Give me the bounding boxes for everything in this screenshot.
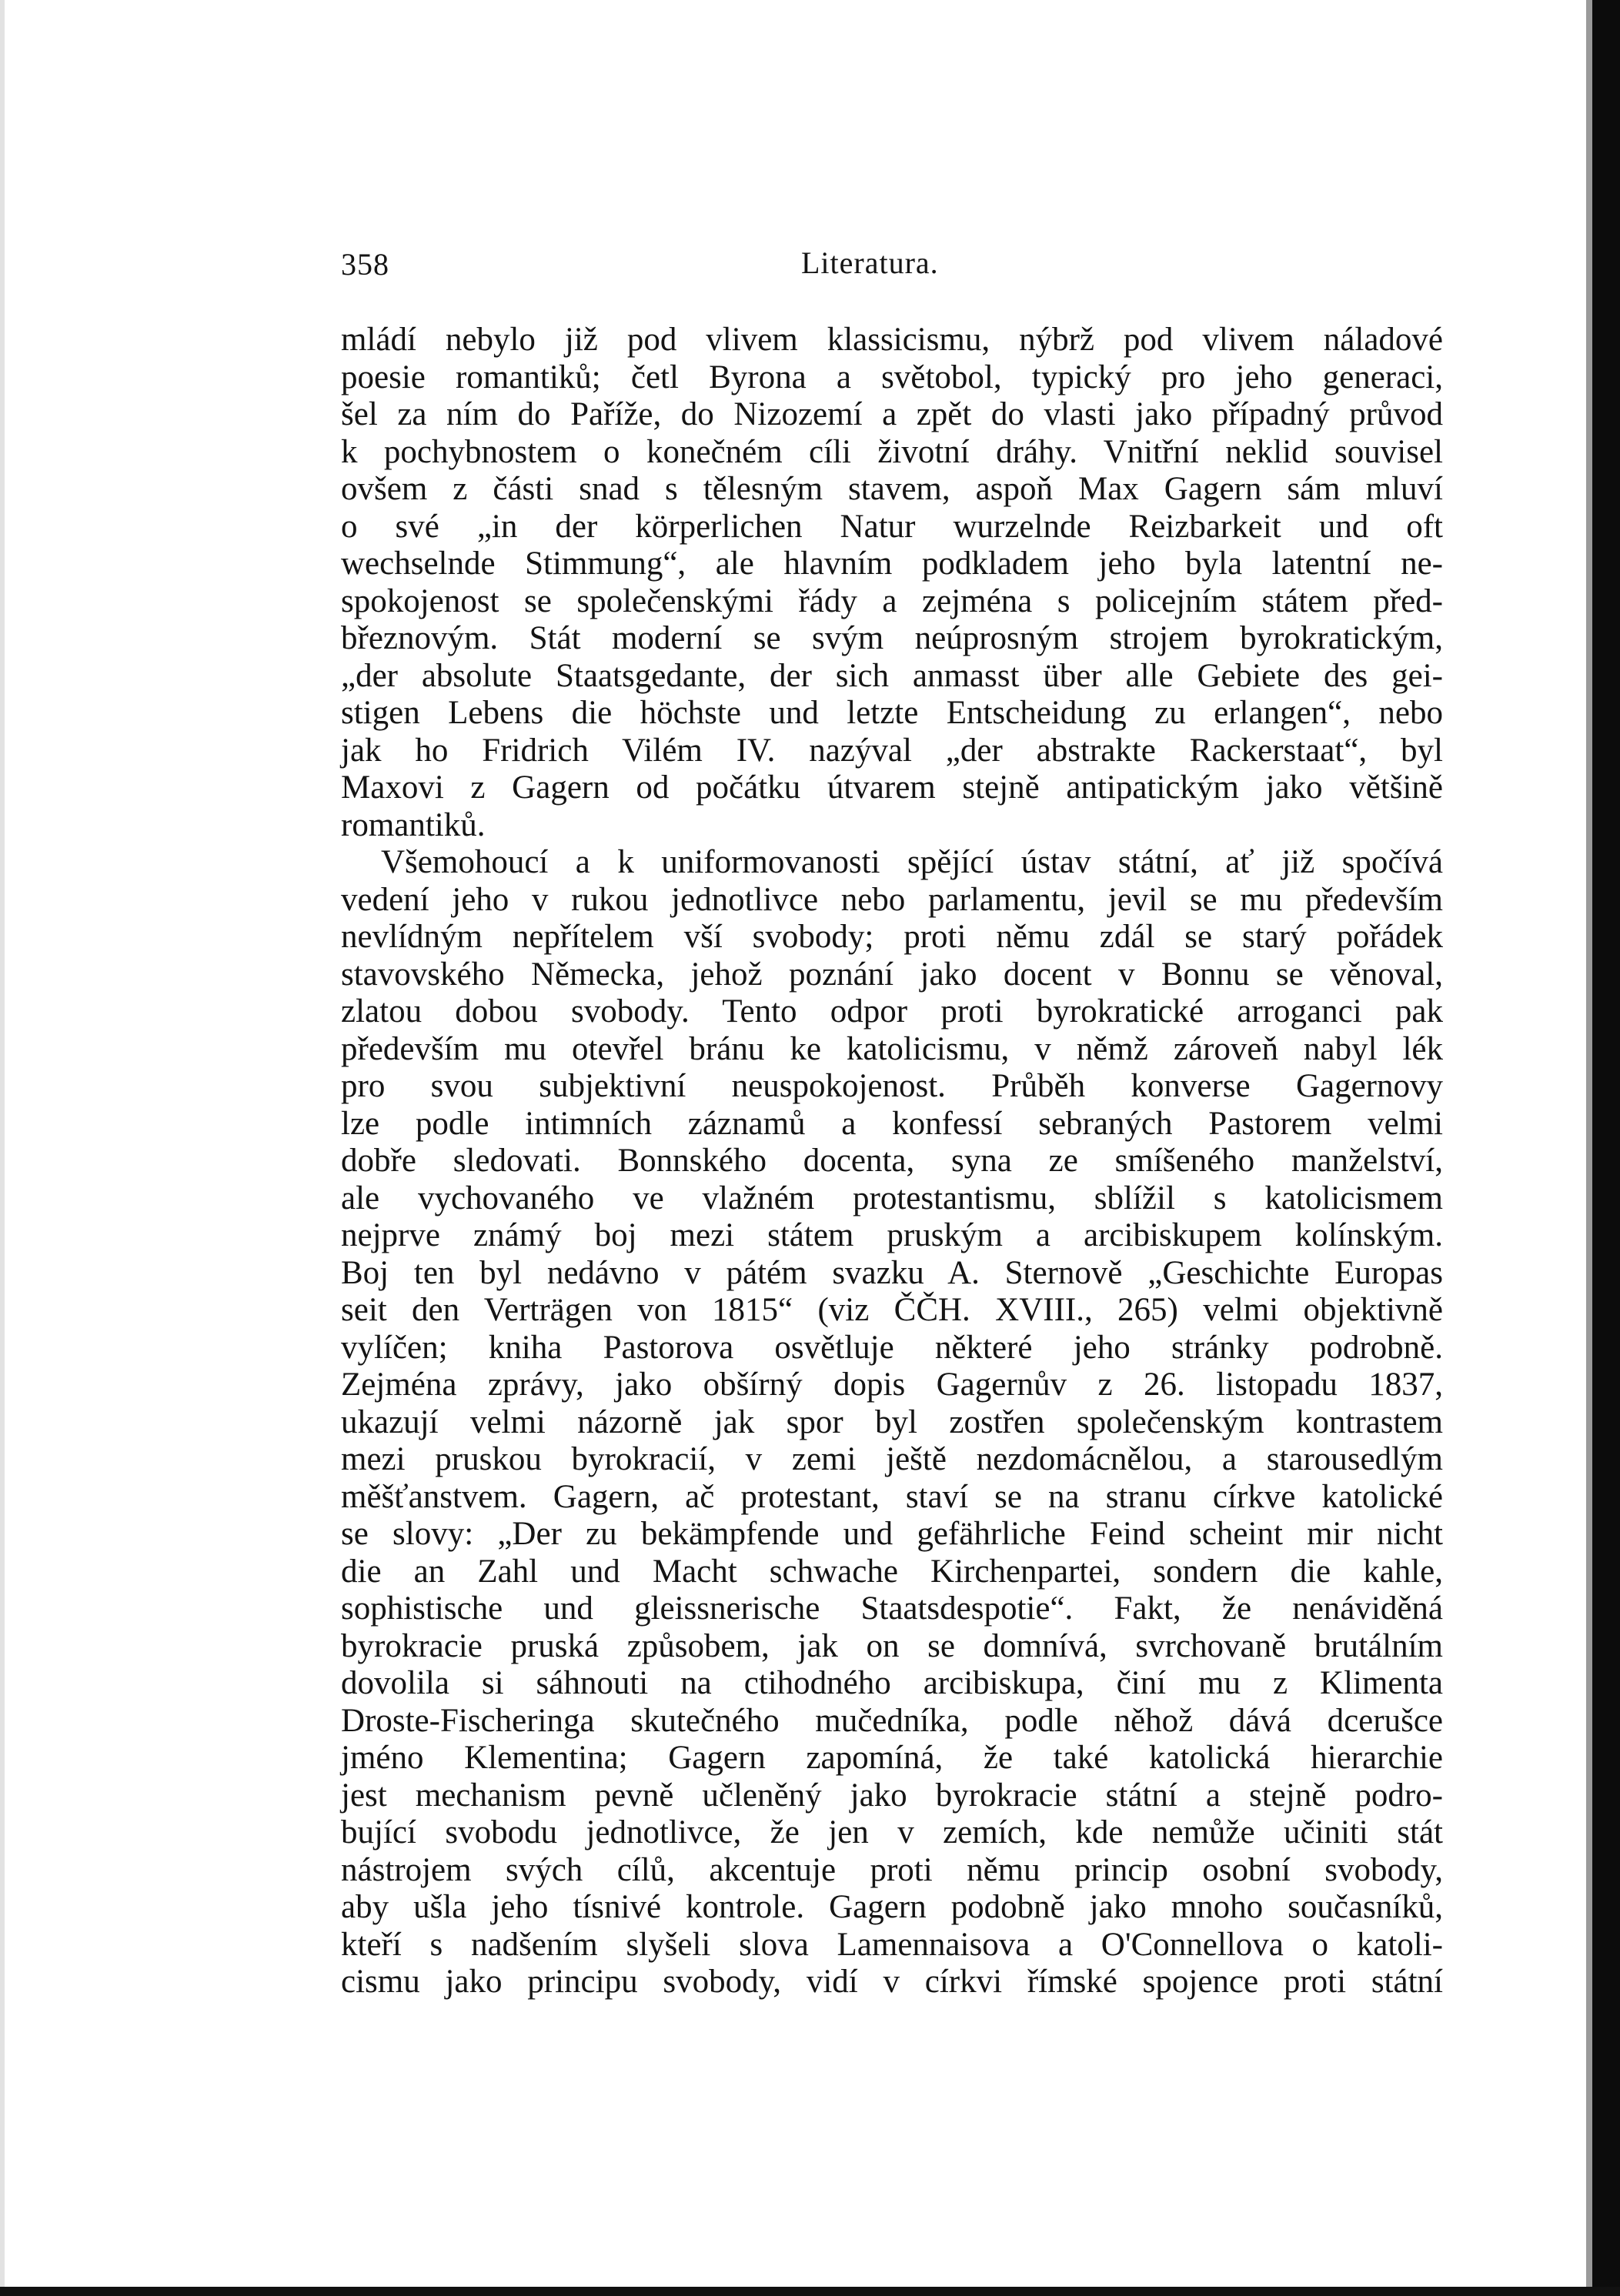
text-line: březnovým. Stát moderní se svým neúprosným strojem byrokratickým, [341,620,1443,656]
section-title: Literatura. [801,245,939,280]
text-line: lze podle intimních záznamů a konfessí sebraných Pastorem velmi [341,1105,1443,1142]
text-line: stavovského Německa, jehož poznání jako docent v Bonnu se věnoval, [341,956,1443,993]
body-text [341,322,1443,2001]
scan-right-border [1592,0,1620,2296]
text-line: k pochybnostem o konečném cíli životní dráhy. Vnitřní neklid souvisel [341,433,1443,470]
text-line: mezi pruskou byrokracií, v zemi ještě nezdomácnělou, a starousedlým [341,1441,1443,1477]
text-line: kteří s nadšením slyšeli slova Lamennaisova a O'Connellova o katoli- [341,1926,1443,1963]
text-line: jest mechanism pevně učleněný jako byrokracie státní a stejně podro- [341,1777,1443,1814]
text-line: stigen Lebens die höchste und letzte Entscheidung zu erlangen“, nebo [341,695,1443,731]
running-head [341,239,1443,292]
text-line: mládí nebylo již pod vlivem klassicismu, nýbrž pod vlivem náladové [341,322,1443,358]
text-line: bující svobodu jednotlivce, že jen v zemích, kde nemůže učiniti stát [341,1814,1443,1850]
text-line: Všemohoucí a k uniformovanosti spějící ústav státní, ať již spočívá [381,844,1443,880]
text-line: zlatou dobou svobody. Tento odpor proti byrokratické arroganci pak [341,993,1443,1030]
text-line: nejprve známý boj mezi státem pruským a arcibiskupem kolínským. [341,1217,1443,1253]
scan-left-edge [0,0,5,2287]
paragraph-2 [341,844,1443,2001]
text-line: pro svou subjektivní neuspokojenost. Průběh konverse Gagernovy [341,1068,1443,1104]
text-line: romantiků. [341,806,486,843]
text-line: šel za ním do Paříže, do Nizozemí a zpět do vlasti jako případný průvod [341,396,1443,432]
text-line: měšťanstvem. Gagern, ač protestant, staví se na stranu církve katolické [341,1478,1443,1515]
text-line: především mu otevřel bránu ke katolicismu, v němž zároveň nabyl lék [341,1030,1443,1067]
text-line: dovolila si sáhnouti na ctihodného arcibiskupa, činí mu z Klimenta [341,1665,1443,1701]
page-number: 358 [341,247,389,282]
scan-right-shadow [1586,0,1592,2287]
text-line: jméno Klementina; Gagern zapomíná, že také katolická hierarchie [341,1740,1443,1776]
text-line: jak ho Fridrich Vilém IV. nazýval „der abstrakte Rackerstaat“, byl [341,732,1443,769]
text-line: o své „in der körperlichen Natur wurzelnde Reizbarkeit und oft [341,508,1443,545]
text-line: dobře sledovati. Bonnského docenta, syna ze smíšeného manželství, [341,1143,1443,1179]
text-line: cismu jako principu svobody, vidí v církvi římské spojence proti státní [341,1964,1443,2000]
text-line: wechselnde Stimmung“, ale hlavním podkladem jeho byla latentní ne- [341,546,1443,582]
text-line: nevlídným nepřítelem vší svobody; proti němu zdál se starý pořádek [341,919,1443,955]
text-line: Droste-Fischeringa skutečného mučedníka, podle něhož dává dcerušce [341,1702,1443,1739]
paragraph-1 [341,322,1443,844]
text-line: Zejména zprávy, jako obšírný dopis Gagernův z 26. listopadu 1837, [341,1367,1443,1403]
text-line: aby ušla jeho tísnivé kontrole. Gagern podobně jako mnoho současníků, [341,1889,1443,1925]
text-line: sophistische und gleissnerische Staatsdespotie“. Fakt, že nenáviděná [341,1590,1443,1627]
text-line: se slovy: „Der zu bekämpfende und gefährliche Feind scheint mir nicht [341,1516,1443,1552]
text-line: ukazují velmi názorně jak spor byl zostřen společenským kontrastem [341,1403,1443,1440]
text-line: „der absolute Staatsgedante, der sich anmasst über alle Gebiete des gei- [341,657,1443,694]
text-line: byrokracie pruská způsobem, jak on se domnívá, svrchovaně brutálním [341,1627,1443,1664]
text-line: vylíčen; kniha Pastorova osvětluje některé jeho stránky podrobně. [341,1329,1443,1366]
text-line: die an Zahl und Macht schwache Kirchenpartei, sondern die kahle, [341,1553,1443,1590]
text-line: nástrojem svých cílů, akcentuje proti němu princip osobní svobody, [341,1851,1443,1888]
text-line: Boj ten byl nedávno v pátém svazku A. Sternově „Geschichte Europas [341,1254,1443,1291]
scan-bottom-border [0,2287,1620,2296]
text-line: vedení jeho v rukou jednotlivce nebo parlamentu, jevil se mu především [341,881,1443,918]
book-page [341,239,1443,2001]
text-line: spokojenost se společenskými řády a zejména s policejním státem před- [341,582,1443,619]
text-line: seit den Verträgen von 1815“ (viz ČČH. XVIII., 265) velmi objektivně [341,1292,1443,1328]
text-line: ovšem z části snad s tělesným stavem, aspoň Max Gagern sám mluví [341,471,1443,507]
text-line: ale vychovaného ve vlažném protestantismu, sblížil s katolicismem [341,1180,1443,1216]
text-line: poesie romantiků; četl Byrona a světobol, typický pro jeho generaci, [341,359,1443,395]
text-line: Maxovi z Gagern od počátku útvarem stejně antipatickým jako většině [341,769,1443,806]
